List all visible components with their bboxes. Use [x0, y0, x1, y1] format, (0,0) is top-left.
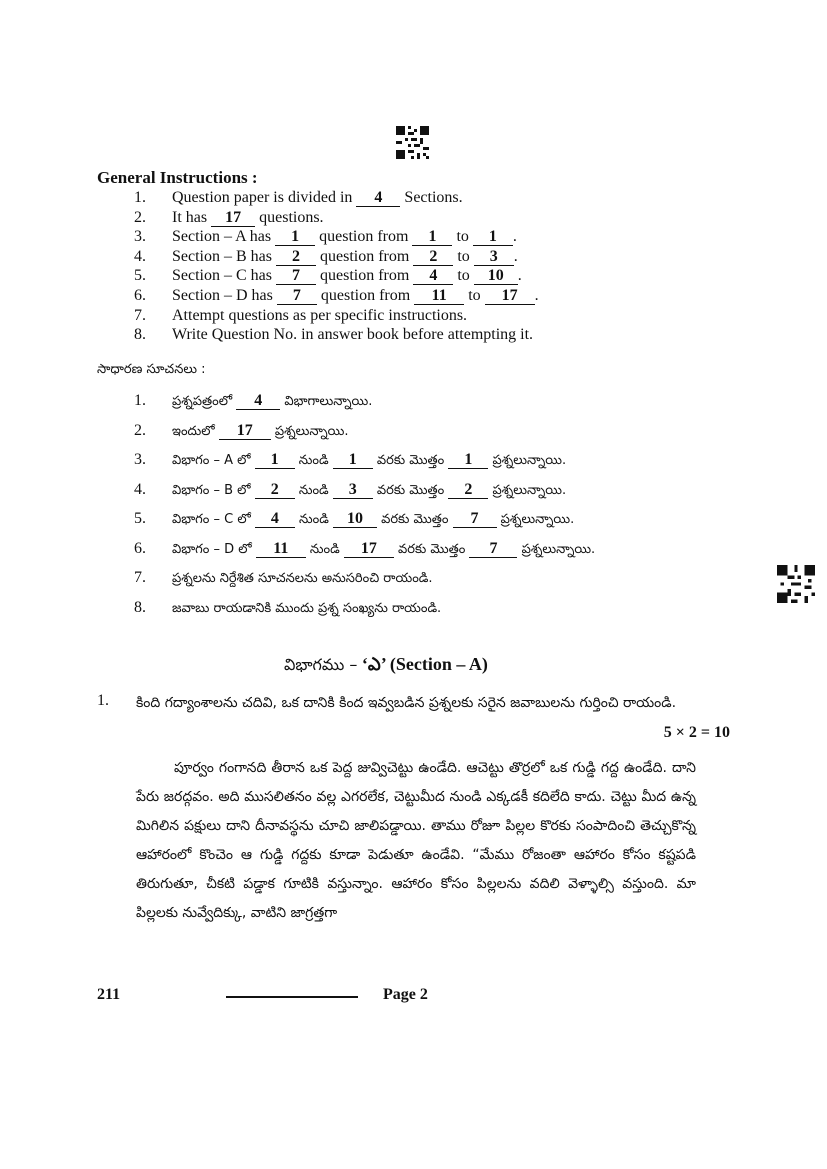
instruction-text: ప్రశ్నపత్రంలో — [172, 394, 237, 409]
instruction-text: ప్రశ్నలున్నాయి. — [488, 482, 567, 498]
section-heading — [284, 654, 488, 679]
section-heading-english: ‘ఎ’ (Section – A) — [361, 654, 488, 674]
filled-blank: 1 — [448, 452, 488, 469]
general-instructions-title: General Instructions : — [97, 168, 258, 187]
filled-blank: 2 — [413, 249, 453, 266]
instruction-text: విభాగం – C లో — [172, 512, 255, 527]
instruction-text: question from — [316, 267, 414, 285]
filled-blank: 3 — [474, 249, 514, 266]
instruction-text: విభాగం – B లో — [172, 482, 255, 498]
instruction-item — [134, 306, 467, 326]
filled-blank: 4 — [255, 511, 295, 528]
filled-blank: 11 — [256, 541, 306, 558]
section-heading-telugu: విభాగము – — [284, 655, 358, 674]
instruction-number: 6. — [134, 539, 146, 557]
instruction-number: 7. — [134, 569, 146, 586]
filled-blank: 7 — [276, 268, 316, 285]
instruction-number: 6. — [134, 287, 146, 304]
filled-blank: 2 — [255, 482, 295, 499]
instruction-text: విభాగం – A లో — [172, 453, 255, 468]
instruction-text: ఇందులో — [172, 423, 219, 439]
instruction-text: వరకు మొత్తం — [372, 482, 449, 498]
filled-blank: 17 — [219, 423, 271, 440]
filled-blank: 4 — [236, 393, 280, 410]
instruction-text: వరకు మొత్తం — [376, 512, 453, 527]
instruction-text: Question paper is divided in — [172, 189, 357, 206]
qr-code-side — [777, 565, 815, 603]
instruction-text: నుండి — [305, 541, 344, 557]
instruction-item — [134, 510, 574, 529]
instruction-text: Section – C has — [172, 267, 276, 285]
instruction-number: 8. — [134, 326, 146, 344]
passage-text: పూర్వం గంగానది తీరాన ఒక పెద్ద జువ్విచెట్టు ఉండేది. ఆచెట్టు తొర్రలో ఒక గుడ్డి గద్ద ఉండేది. దాని పేరు జరద్గవం. అది ముసలితనం వల్ల ఎగరలేక, చెట్టుమీద నుండి ఎక్కడకీ కదిలేది కాదు. చెట్టు మీద ఉన్న మిగిలిన పక్షులు దాని దీనావస్థను చూచి జాలిపడ్డాయి. తాము రోజూ పిల్లల కొరకు సంపాదించి తెచ్చుకొన్న ఆహారంలో కొంచెం ఆ గుడ్డి గద్దకు కూడా పెడుతూ ఉండేవి. “మేము రోజంతా ఆహారం కోసం కష్టపడి తిరుగుతూ, చీకటి పడ్డాక గూటికి వస్తున్నాం. ఆహారం కోసం పిల్లలను వదిలి వెళ్ళాల్సి వస్తుంది. మా పిల్లలకు నువ్వేదిక్కు, వాటిని జాగ్రత్తగా — [136, 760, 696, 921]
instruction-text: Section – A has — [172, 228, 276, 246]
question-text: కింది గద్యాంశాలను చదివి, ఒక దానికి కింద ఇవ్వబడిన ప్రశ్నలకు సరైన జవాబులను గుర్తించి రాయండి. — [136, 695, 677, 711]
instruction-number: 1. — [134, 392, 146, 409]
instruction-text: ప్రశ్నలున్నాయి. — [517, 541, 596, 557]
instruction-text: question from — [316, 247, 414, 265]
filled-blank: 17 — [344, 541, 394, 558]
instruction-number: 4. — [134, 247, 146, 265]
instruction-text: వరకు మొత్తం — [393, 541, 470, 557]
instruction-text: Write Question No. in answer book before attempting it. — [172, 326, 534, 344]
instruction-item — [134, 266, 522, 286]
telugu-instructions-title: సాధారణ సూచనలు : — [97, 362, 206, 377]
filled-blank: 3 — [333, 482, 373, 499]
instruction-item — [134, 188, 463, 208]
instruction-item — [134, 569, 433, 588]
instruction-item — [134, 451, 566, 470]
instruction-text: నుండి — [294, 482, 333, 498]
filled-blank: 11 — [414, 288, 464, 305]
instruction-number: 8. — [134, 598, 146, 616]
filled-blank: 7 — [453, 511, 497, 528]
instruction-item — [134, 325, 533, 345]
filled-blank: 10 — [474, 268, 518, 285]
qr-code-top — [396, 126, 429, 159]
instruction-number: 5. — [134, 267, 146, 285]
filled-blank: 7 — [469, 541, 517, 558]
instruction-item — [134, 247, 518, 267]
instruction-text: ప్రశ్నలున్నాయి. — [496, 512, 575, 527]
instruction-text: question from — [316, 287, 415, 304]
instruction-text: to — [453, 247, 474, 265]
filled-blank: 2 — [276, 249, 316, 266]
filled-blank: 4 — [413, 268, 453, 285]
instruction-text: . — [513, 247, 518, 265]
filled-blank: 1 — [473, 229, 513, 246]
instruction-text: to — [464, 287, 485, 304]
instruction-item — [134, 208, 324, 228]
footer-divider — [226, 996, 358, 998]
filled-blank: 7 — [277, 288, 317, 305]
instruction-item — [134, 286, 539, 306]
instruction-number: 2. — [134, 208, 146, 226]
instruction-text: Section – B has — [172, 247, 276, 265]
filled-blank: 4 — [356, 190, 400, 207]
instruction-number: 3. — [134, 451, 146, 468]
instruction-text: Attempt questions as per specific instructions. — [172, 306, 468, 324]
instruction-number: 5. — [134, 510, 146, 527]
instruction-number: 4. — [134, 480, 146, 498]
instruction-text: నుండి — [294, 453, 333, 468]
instruction-text: వరకు మొత్తం — [372, 453, 449, 468]
instruction-text: జవాబు రాయడానికి ముందు ప్రశ్న సంఖ్యను రాయండి. — [172, 600, 442, 616]
paper-code: 211 — [97, 986, 121, 1003]
filled-blank: 17 — [485, 288, 535, 305]
filled-blank: 17 — [211, 210, 255, 227]
passage — [136, 754, 696, 928]
instruction-text: questions. — [255, 208, 324, 226]
instruction-number: 1. — [134, 189, 146, 206]
instruction-item — [134, 392, 372, 411]
instruction-item — [134, 540, 595, 559]
instruction-text: Sections. — [400, 189, 463, 206]
filled-blank: 2 — [448, 482, 488, 499]
instruction-text: It has — [172, 208, 212, 226]
instruction-number: 7. — [134, 306, 146, 324]
instruction-text: . — [512, 228, 517, 246]
filled-blank: 10 — [333, 511, 377, 528]
instruction-text: Section – D has — [172, 287, 277, 304]
question-number: 1. — [97, 692, 109, 709]
instruction-text: నుండి — [294, 512, 333, 527]
instruction-item — [134, 599, 441, 618]
instruction-text: to — [452, 228, 473, 246]
instruction-number: 3. — [134, 228, 146, 246]
filled-blank: 1 — [275, 229, 315, 246]
instruction-text: ప్రశ్నలున్నాయి. — [270, 423, 349, 439]
instruction-item — [134, 422, 348, 441]
filled-blank: 1 — [412, 229, 452, 246]
instruction-number: 2. — [134, 421, 146, 439]
page-number: Page 2 — [383, 986, 428, 1003]
filled-blank: 1 — [333, 452, 373, 469]
instruction-text: . — [517, 267, 522, 285]
instruction-text: . — [534, 287, 539, 304]
question-marks: 5 × 2 = 10 — [663, 724, 730, 741]
instruction-text: ప్రశ్నలున్నాయి. — [488, 453, 567, 468]
instruction-text: ప్రశ్నలను నిర్దేశిత సూచనలను అనుసరించి రాయండి. — [172, 571, 433, 586]
instruction-text: to — [453, 267, 474, 285]
instruction-item — [134, 481, 566, 500]
instruction-item — [134, 227, 517, 247]
filled-blank: 1 — [255, 452, 295, 469]
instruction-text: question from — [315, 228, 413, 246]
instruction-text: విభాగాలున్నాయి. — [280, 394, 373, 409]
instruction-text: విభాగం – D లో — [172, 541, 256, 557]
